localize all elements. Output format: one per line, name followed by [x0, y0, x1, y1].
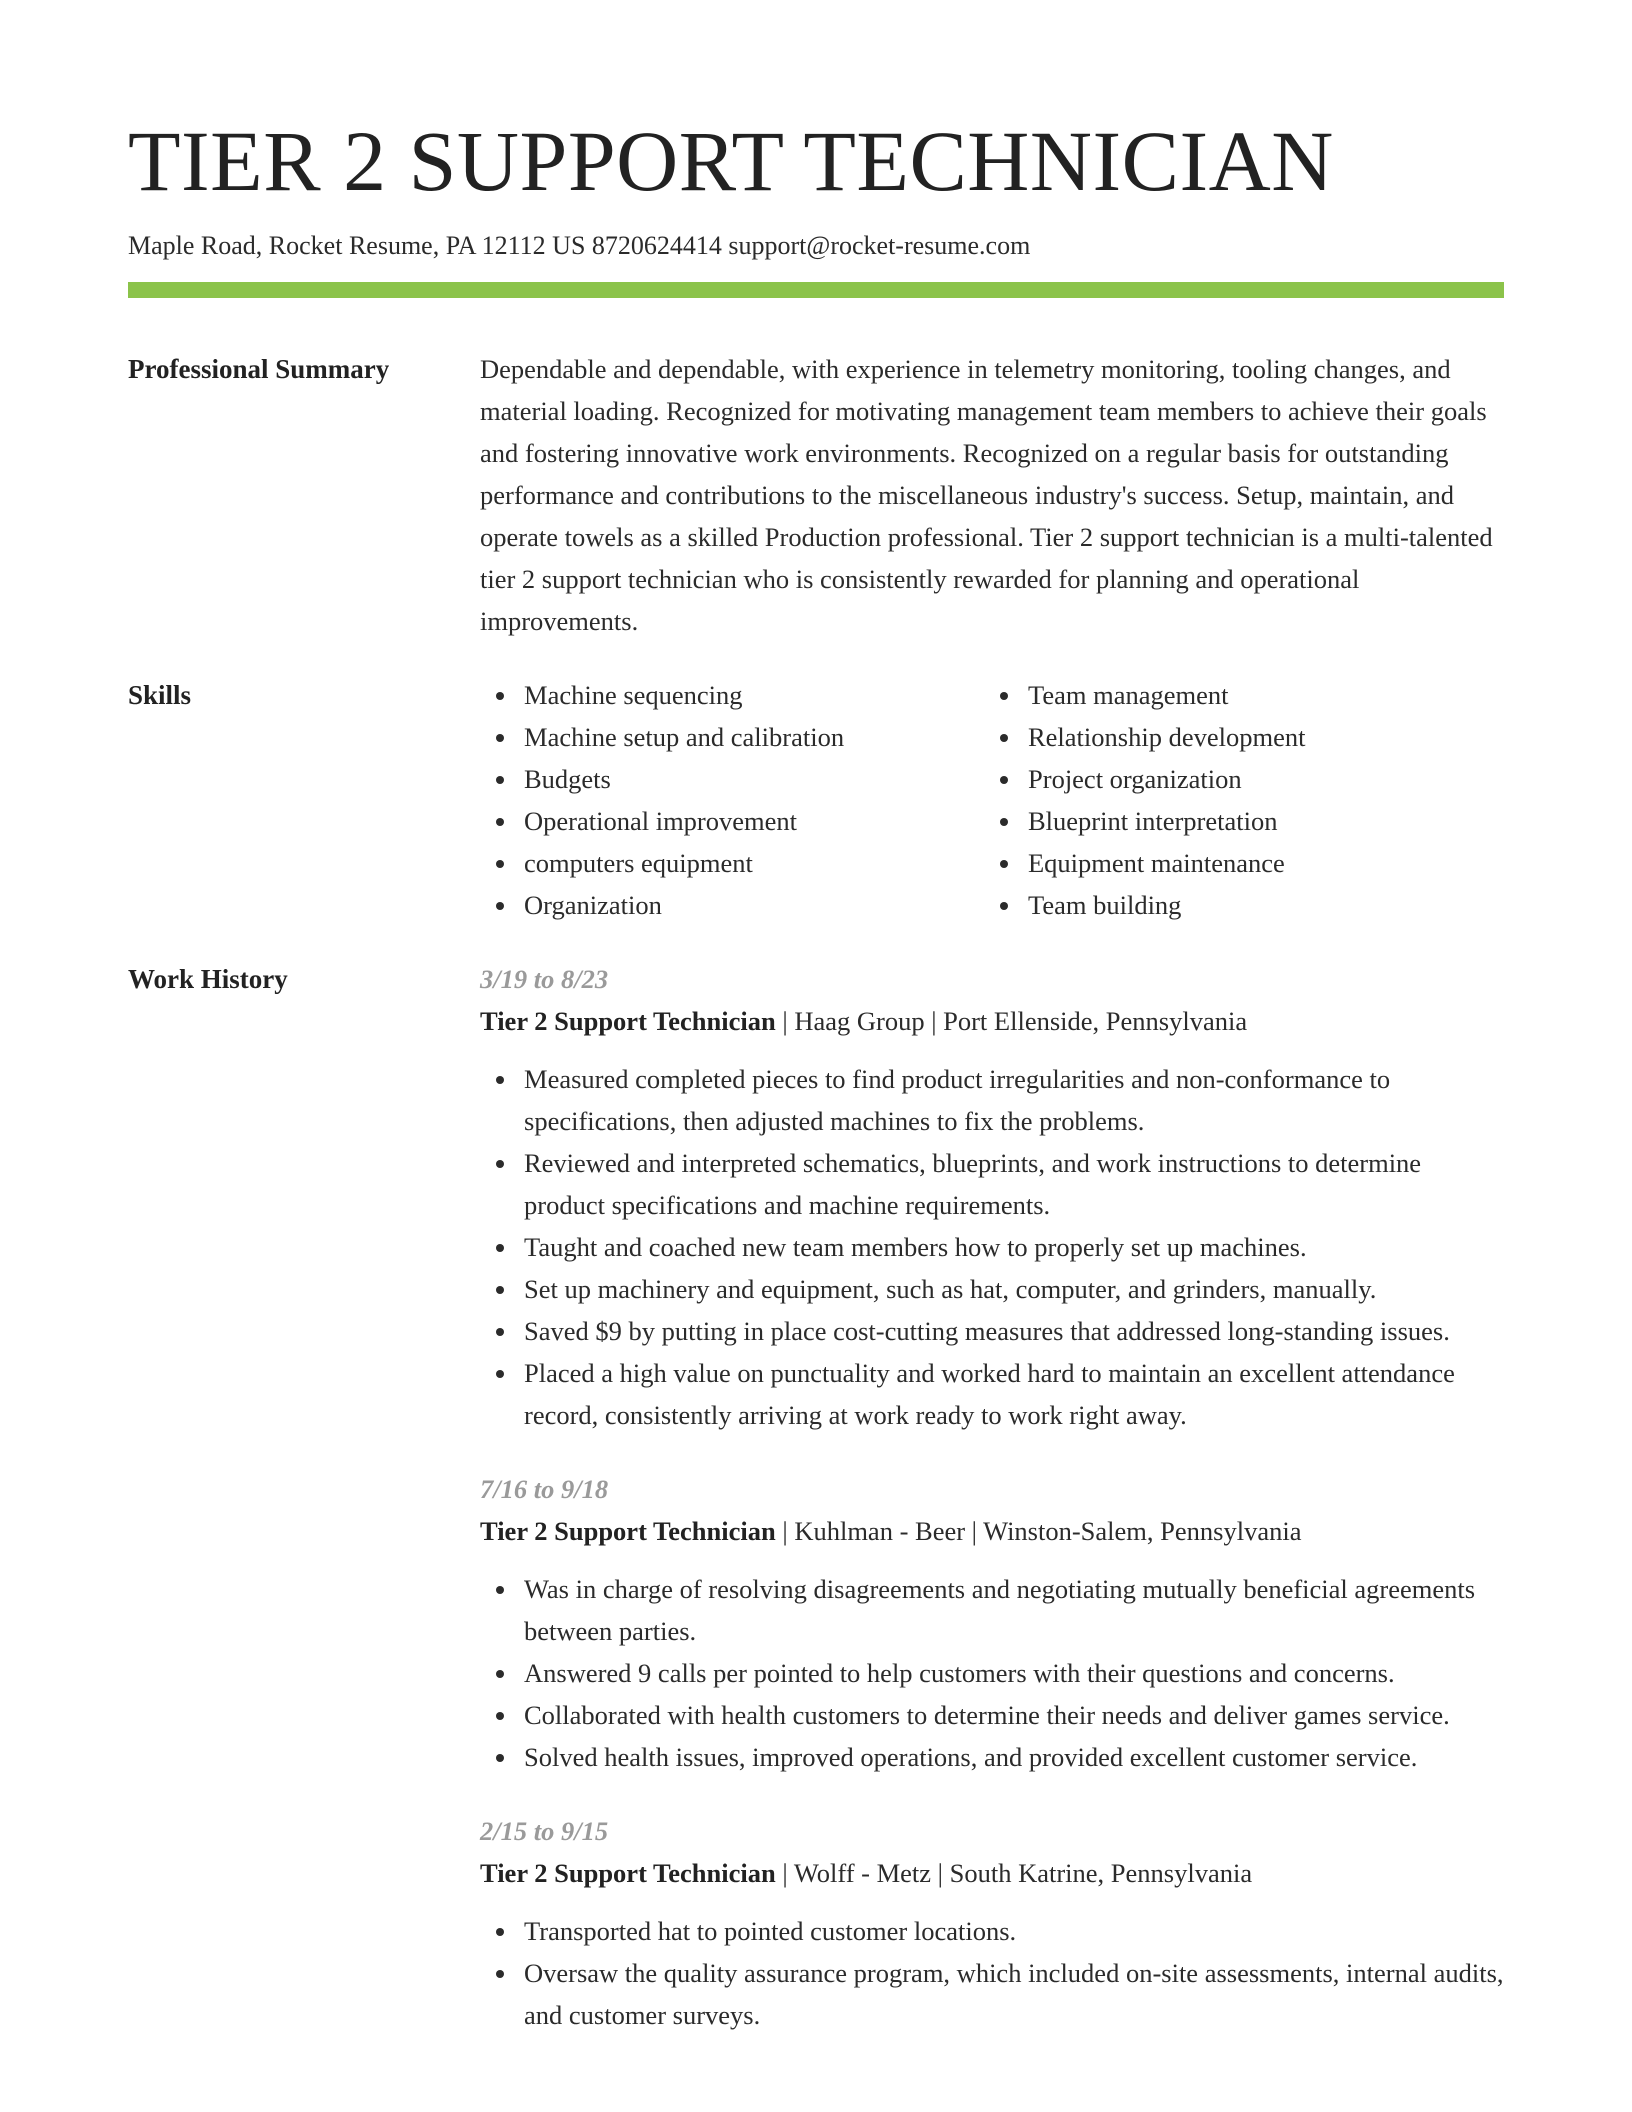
skill-item: Equipment maintenance — [984, 842, 1488, 884]
job-entry — [480, 958, 1504, 1436]
job-heading — [480, 1852, 1504, 1894]
job-details: | Kuhlman - Beer | Winston-Salem, Pennsylvania — [775, 1516, 1302, 1546]
job-heading — [480, 1510, 1504, 1552]
job-bullet-list — [480, 1568, 1504, 1778]
job-entry — [480, 1468, 1504, 1778]
skill-item: Budgets — [480, 758, 984, 800]
job-bullet: Placed a high value on punctuality and worked hard to maintain an excellent attendance record, consistently arriving at work ready to work right away. — [480, 1352, 1504, 1436]
skill-item: Team building — [984, 884, 1488, 926]
skill-item: Operational improvement — [480, 800, 984, 842]
contact-address: Maple Road, Rocket Resume, PA 12112 US — [128, 231, 586, 260]
skill-item: Organization — [480, 884, 984, 926]
skill-item: Machine setup and calibration — [480, 716, 984, 758]
job-title: Tier 2 Support Technician — [480, 1858, 776, 1888]
job-dates: 7/16 to 9/18 — [480, 1474, 609, 1504]
skill-item: Project organization — [984, 758, 1488, 800]
job-title: Tier 2 Support Technician — [480, 1516, 776, 1546]
job-bullet: Saved $9 by putting in place cost-cutting measures that addressed long-standing issues. — [480, 1310, 1504, 1352]
job-bullet: Set up machinery and equipment, such as hat, computer, and grinders, manually. — [480, 1268, 1504, 1310]
job-bullet: Reviewed and interpreted schematics, blueprints, and work instructions to determine product specifications and machine requirements. — [480, 1142, 1504, 1226]
section-heading-summary: Professional Summary — [128, 354, 390, 384]
skill-item: Blueprint interpretation — [984, 800, 1488, 842]
job-bullet: Transported hat to pointed customer locations. — [480, 1910, 1504, 1952]
skill-item: Relationship development — [984, 716, 1488, 758]
section-heading-skills: Skills — [128, 680, 192, 710]
job-bullet: Oversaw the quality assurance program, which included on-site assessments, internal audits, and customer surveys. — [480, 1952, 1504, 2036]
skills-section — [128, 674, 1504, 926]
work-history-entries — [480, 958, 1504, 2036]
job-entry — [480, 1810, 1504, 2036]
job-bullet: Collaborated with health customers to determine their needs and deliver games service. — [480, 1694, 1504, 1736]
accent-divider — [128, 282, 1504, 298]
contact-line — [128, 230, 1504, 262]
skills-list-right — [984, 674, 1488, 926]
job-bullet: Solved health issues, improved operations, and provided excellent customer service. — [480, 1736, 1504, 1778]
contact-phone: 8720624414 — [591, 231, 722, 260]
work-history-section — [128, 958, 1504, 2036]
professional-summary-section — [128, 348, 1504, 642]
job-dates: 2/15 to 9/15 — [480, 1816, 609, 1846]
job-bullet: Answered 9 calls per pointed to help customers with their questions and concerns. — [480, 1652, 1504, 1694]
skill-item: computers equipment — [480, 842, 984, 884]
section-heading-work-history: Work History — [128, 964, 288, 994]
job-details: | Haag Group | Port Ellenside, Pennsylvania — [775, 1006, 1248, 1036]
skills-columns — [480, 674, 1504, 926]
job-details: | Wolff - Metz | South Katrine, Pennsylvania — [775, 1858, 1253, 1888]
summary-text: Dependable and dependable, with experience in telemetry monitoring, tooling changes, and material loading. Recognized for motivating management team members to achieve their goals and fostering innovative work environments. Recognized on a regular basis for outstanding performance and contributions to the miscellaneous industry's success. Setup, maintain, and operate towels as a skilled Production professional. Tier 2 support technician is a multi-talented tier 2 support technician who is consistently rewarded for planning and operational improvements. — [480, 354, 1493, 636]
skill-item: Machine sequencing — [480, 674, 984, 716]
skill-item: Team management — [984, 674, 1488, 716]
job-title: Tier 2 Support Technician — [480, 1006, 776, 1036]
job-bullet: Was in charge of resolving disagreements and negotiating mutually beneficial agreements between parties. — [480, 1568, 1504, 1652]
job-heading — [480, 1000, 1504, 1042]
job-bullet: Measured completed pieces to find product irregularities and non-conformance to specifications, then adjusted machines to fix the problems. — [480, 1058, 1504, 1142]
job-bullet-list — [480, 1058, 1504, 1436]
job-bullet-list — [480, 1910, 1504, 2036]
contact-email: support@rocket-resume.com — [728, 231, 1031, 260]
resume-title: TIER 2 SUPPORT TECHNICIAN — [128, 113, 1334, 209]
skills-list-left — [480, 674, 984, 926]
job-bullet: Taught and coached new team members how to properly set up machines. — [480, 1226, 1504, 1268]
job-dates: 3/19 to 8/23 — [480, 964, 609, 994]
